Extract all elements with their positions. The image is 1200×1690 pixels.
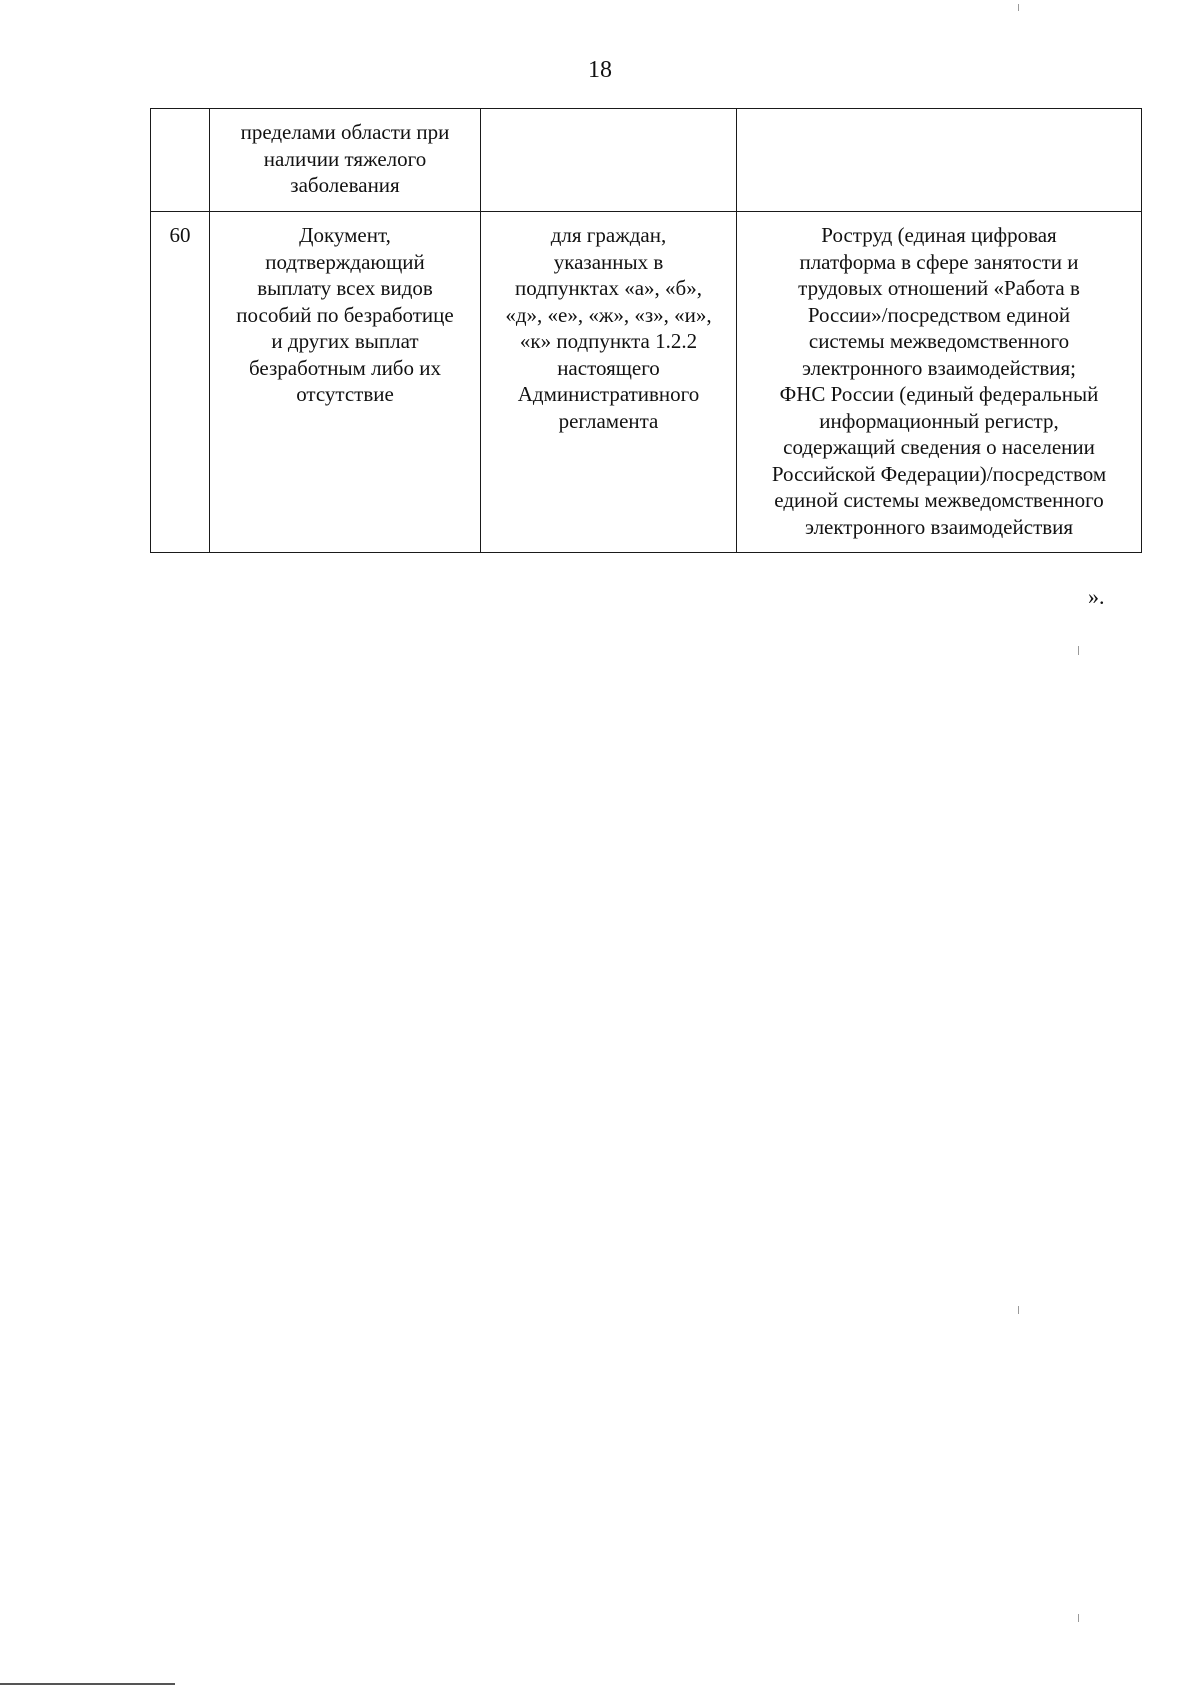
table-row [151, 109, 1142, 212]
scan-artifact [1018, 4, 1019, 11]
applicants-cell [481, 109, 737, 212]
source-cell: Роструд (единая цифровая платформа в сфере занятости и трудовых отношений «Работа в России»/посредством единой системы межведомственного электронного взаимодействия; ФНС России (единый федеральный информационный регистр, содержащий сведения о населении Российской Федерации)/посредством единой системы межведомственного электронного взаимодействия [737, 212, 1142, 553]
closing-quote-mark: ». [1088, 584, 1105, 609]
row-number-cell [151, 109, 210, 212]
bottom-rule [0, 1683, 175, 1685]
scan-artifact [1078, 646, 1079, 655]
document-cell: Документ, подтверждающий выплату всех видов пособий по безработице и других выплат безработным либо их отсутствие [210, 212, 481, 553]
documents-table [150, 108, 1142, 553]
source-cell [737, 109, 1142, 212]
applicants-cell: для граждан, указанных в подпунктах «а», «б», «д», «е», «ж», «з», «и», «к» подпункта 1.2.2 настоящего Административного регламента [481, 212, 737, 553]
table-row [151, 212, 1142, 553]
scan-artifact [1078, 1614, 1079, 1622]
page-number: 18 [588, 57, 612, 83]
document-cell: пределами области при наличии тяжелого заболевания [210, 109, 481, 212]
scan-artifact [1018, 1306, 1019, 1314]
row-number-cell: 60 [151, 212, 210, 553]
